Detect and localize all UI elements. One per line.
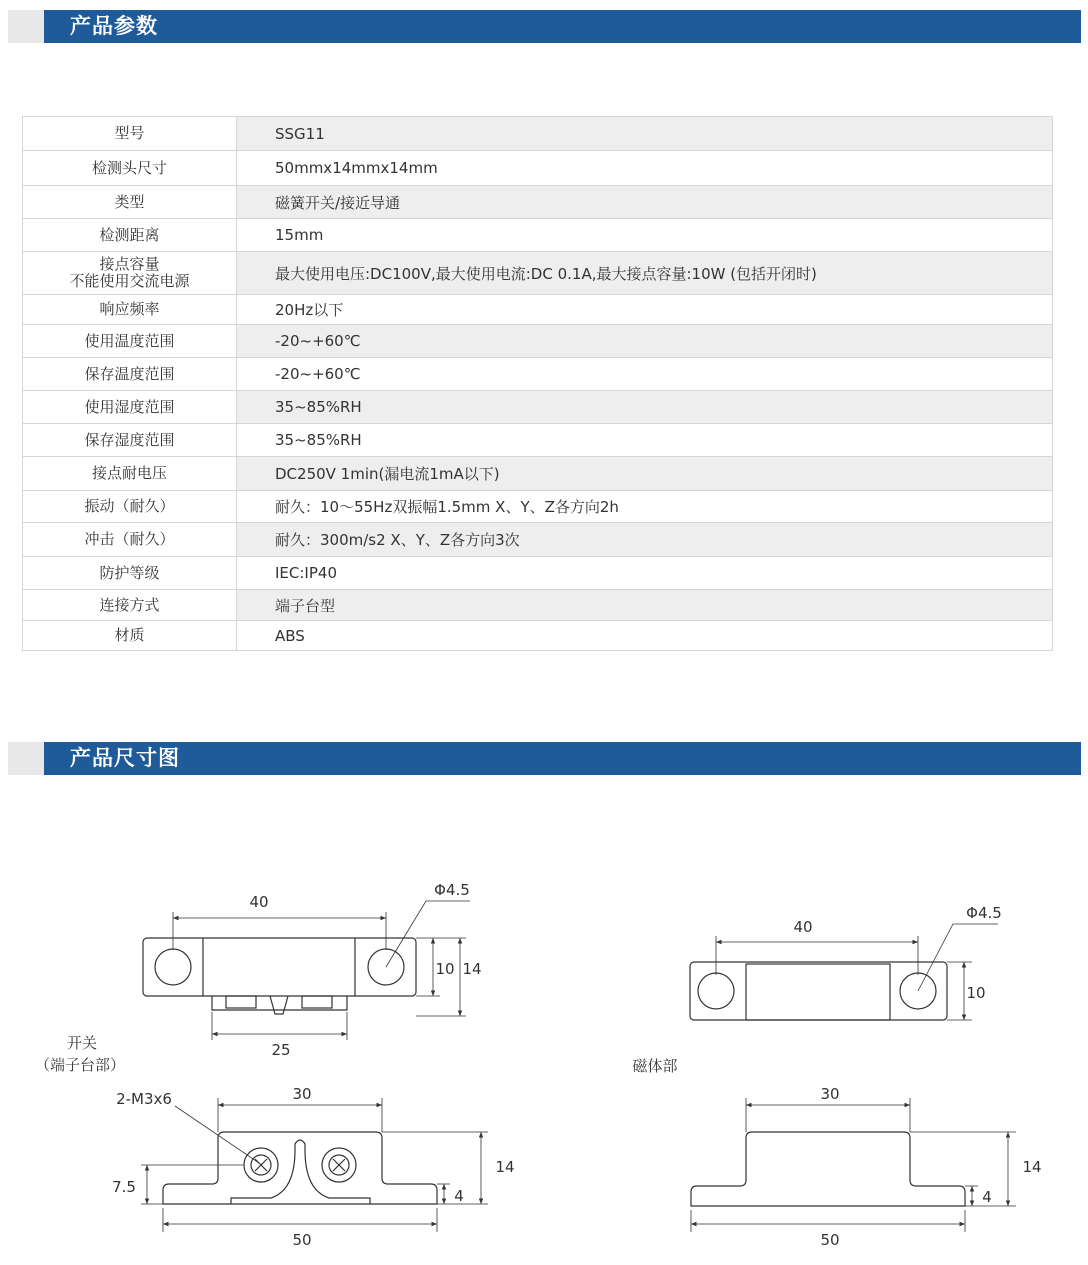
spec-label: 类型 [23,186,237,219]
dimension-drawing [0,860,1088,1265]
table-row [23,358,1053,391]
spec-value: IEC:IP40 [237,557,1053,590]
spec-label [23,252,237,295]
spec-label: 保存湿度范围 [23,424,237,457]
table-row [23,186,1053,219]
dim-label-10: 10 [435,960,455,978]
magnet-side-view [691,1098,1016,1232]
table-row [23,557,1053,590]
spec-label: 连接方式 [23,590,237,621]
section-header-dims [8,742,1081,775]
section-title-params: 产品参数 [70,14,158,38]
header-tab [8,742,44,775]
spec-value: 35~85%RH [237,424,1053,457]
table-row [23,590,1053,621]
spec-value: 耐久：10～55Hz双振幅1.5mm X、Y、Z各方向2h [237,491,1053,523]
spec-value: 磁簧开关/接近导通 [237,186,1053,219]
dim-label-30: 30 [820,1085,840,1103]
table-row [23,117,1053,151]
spec-label: 接点耐电压 [23,457,237,491]
spec-value: -20~+60℃ [237,358,1053,391]
switch-top-view [143,901,470,1040]
table-row [23,523,1053,557]
magnet-top-view [690,924,998,1020]
spec-value: ABS [237,621,1053,651]
spec-value: DC250V 1min(漏电流1mA以下) [237,457,1053,491]
spec-value: 35~85%RH [237,391,1053,424]
dim-label-phi: Φ4.5 [966,904,1002,922]
spec-label: 保存温度范围 [23,358,237,391]
dim-label-10: 10 [966,984,986,1002]
spec-label: 使用湿度范围 [23,391,237,424]
dim-label-14: 14 [462,960,482,978]
spec-label: 使用温度范围 [23,325,237,358]
header-tab [8,10,44,43]
table-row [23,457,1053,491]
spec-value: SSG11 [237,117,1053,151]
spec-label-line1: 接点容量 [99,255,160,273]
table-row [23,252,1053,295]
spec-label: 振动（耐久） [23,491,237,523]
section-header-params [8,10,1081,43]
magnet-label: 磁体部 [632,1057,678,1075]
dim-label-14: 14 [495,1158,515,1176]
table-row [23,325,1053,358]
spec-value: 20Hz以下 [237,295,1053,325]
dim-label-40: 40 [793,918,813,936]
spec-value: 15mm [237,219,1053,252]
switch-side-view [141,1098,488,1232]
spec-value: 耐久：300m/s2 X、Y、Z各方向3次 [237,523,1053,557]
spec-value: 50mmx14mmx14mm [237,151,1053,186]
spec-label: 检测头尺寸 [23,151,237,186]
dim-label-50: 50 [820,1231,840,1249]
dim-label-4: 4 [982,1188,992,1206]
dim-label-25: 25 [271,1041,291,1059]
table-row [23,391,1053,424]
dim-label-4: 4 [454,1187,464,1205]
spec-label: 材质 [23,621,237,651]
table-row [23,151,1053,186]
spec-table [22,116,1053,651]
dim-label-50: 50 [292,1231,312,1249]
spec-label: 防护等级 [23,557,237,590]
switch-label: 开关 [66,1034,98,1052]
spec-label: 响应频率 [23,295,237,325]
dim-label-14: 14 [1022,1158,1042,1176]
dim-label-m3: 2-M3x6 [116,1090,172,1108]
spec-label-line2: 不能使用交流电源 [69,272,190,290]
table-row [23,621,1053,651]
spec-label: 检测距离 [23,219,237,252]
switch-sublabel: （端子台部） [34,1056,126,1074]
section-title-dims: 产品尺寸图 [70,746,180,770]
dim-label-30: 30 [292,1085,312,1103]
spec-value: 端子台型 [237,590,1053,621]
spec-label: 冲击（耐久） [23,523,237,557]
dim-label-40: 40 [249,893,269,911]
table-row [23,219,1053,252]
spec-label: 型号 [23,117,237,151]
dim-label-phi: Φ4.5 [434,881,470,899]
spec-value: -20~+60℃ [237,325,1053,358]
spec-value: 最大使用电压:DC100V,最大使用电流:DC 0.1A,最大接点容量:10W (包括开闭时) [237,252,1053,295]
table-row [23,424,1053,457]
table-row [23,295,1053,325]
dim-label-7-5: 7.5 [112,1178,136,1196]
table-row [23,491,1053,523]
